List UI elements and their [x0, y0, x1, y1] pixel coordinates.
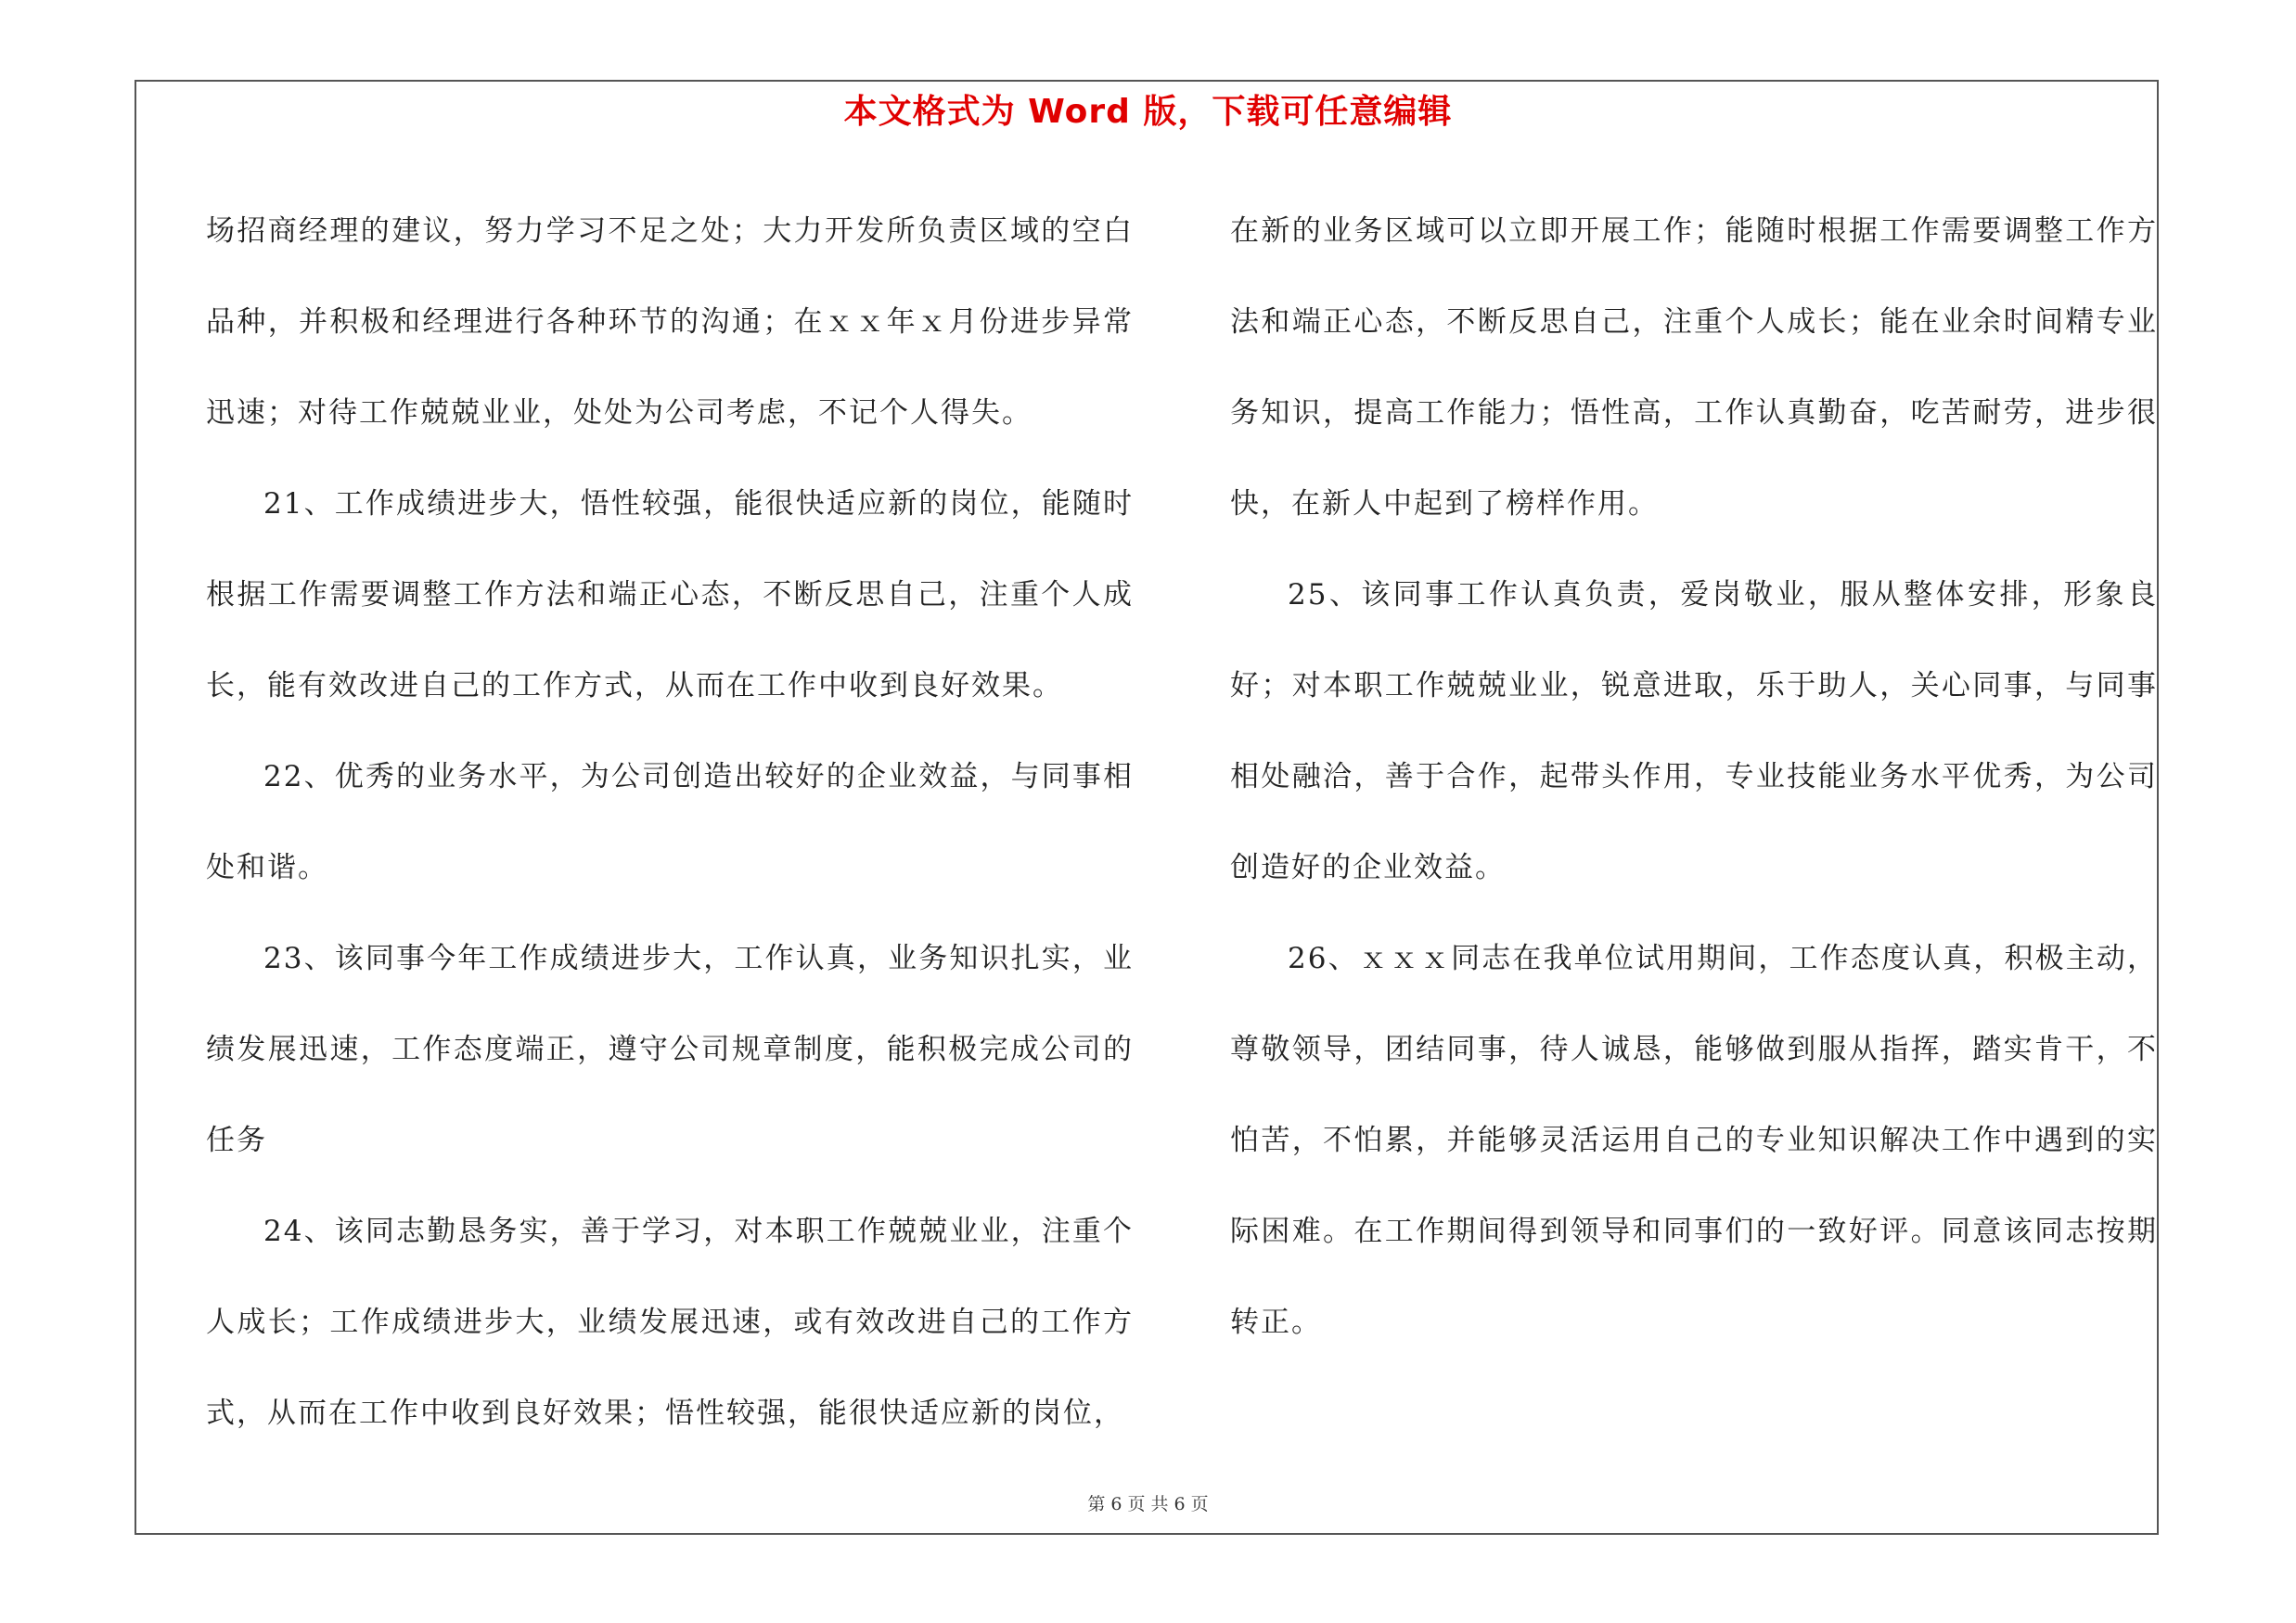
- paragraph-25: 25、该同事工作认真负责，爱岗敬业，服从整体安排，形象良好；对本职工作兢兢业业，锐意进取，乐于助人，关心同事，与同事相处融洽，善于合作，起带头作用，专业技能业务水平优秀，为公司创造好的企业效益。: [1230, 578, 2158, 884]
- right-column: [1230, 186, 2158, 1368]
- paragraph: 在新的业务区域可以立即开展工作；能随时根据工作需要调整工作方法和端正心态，不断反思自己，注重个人成长；能在业余时间精专业务知识，提高工作能力；悟性高，工作认真勤奋，吃苦耐劳，进步很快，在新人中起到了榜样作用。: [1230, 214, 2158, 521]
- paragraph-26: 26、ｘｘｘ同志在我单位试用期间，工作态度认真，积极主动，尊敬领导，团结同事，待人诚恳，能够做到服从指挥，踏实肯干，不怕苦，不怕累，并能够灵活运用自己的专业知识解决工作中遇到的实际困难。在工作期间得到领导和同事们的一致好评。同意该同志按期转正。: [1230, 942, 2158, 1339]
- paragraph-22: 22、优秀的业务水平，为公司创造出较好的企业效益，与同事相处和谐。: [206, 760, 1134, 884]
- paragraph: 场招商经理的建议，努力学习不足之处；大力开发所负责区域的空白品种，并积极和经理进行各种环节的沟通；在ｘｘ年ｘ月份进步异常迅速；对待工作兢兢业业，处处为公司考虑，不记个人得失。: [206, 214, 1134, 430]
- page-number: 第 6 页 共 6 页: [1087, 1494, 1209, 1514]
- paragraph-23: 23、该同事今年工作成绩进步大，工作认真，业务知识扎实，业绩发展迅速，工作态度端正，遵守公司规章制度，能积极完成公司的任务: [206, 942, 1134, 1157]
- paragraph-24: 24、该同志勤恳务实，善于学习，对本职工作兢兢业业，注重个人成长；工作成绩进步大，业绩发展迅速，或有效改进自己的工作方式，从而在工作中收到良好效果；悟性较强，能很快适应新的岗位，: [206, 1215, 1134, 1430]
- left-column: [206, 186, 1134, 1459]
- edit-banner: 本文格式为 Word 版，下载可任意编辑: [843, 93, 1453, 131]
- paragraph-21: 21、工作成绩进步大，悟性较强，能很快适应新的岗位，能随时根据工作需要调整工作方法和端正心态，不断反思自己，注重个人成长，能有效改进自己的工作方式，从而在工作中收到良好效果。: [206, 487, 1134, 702]
